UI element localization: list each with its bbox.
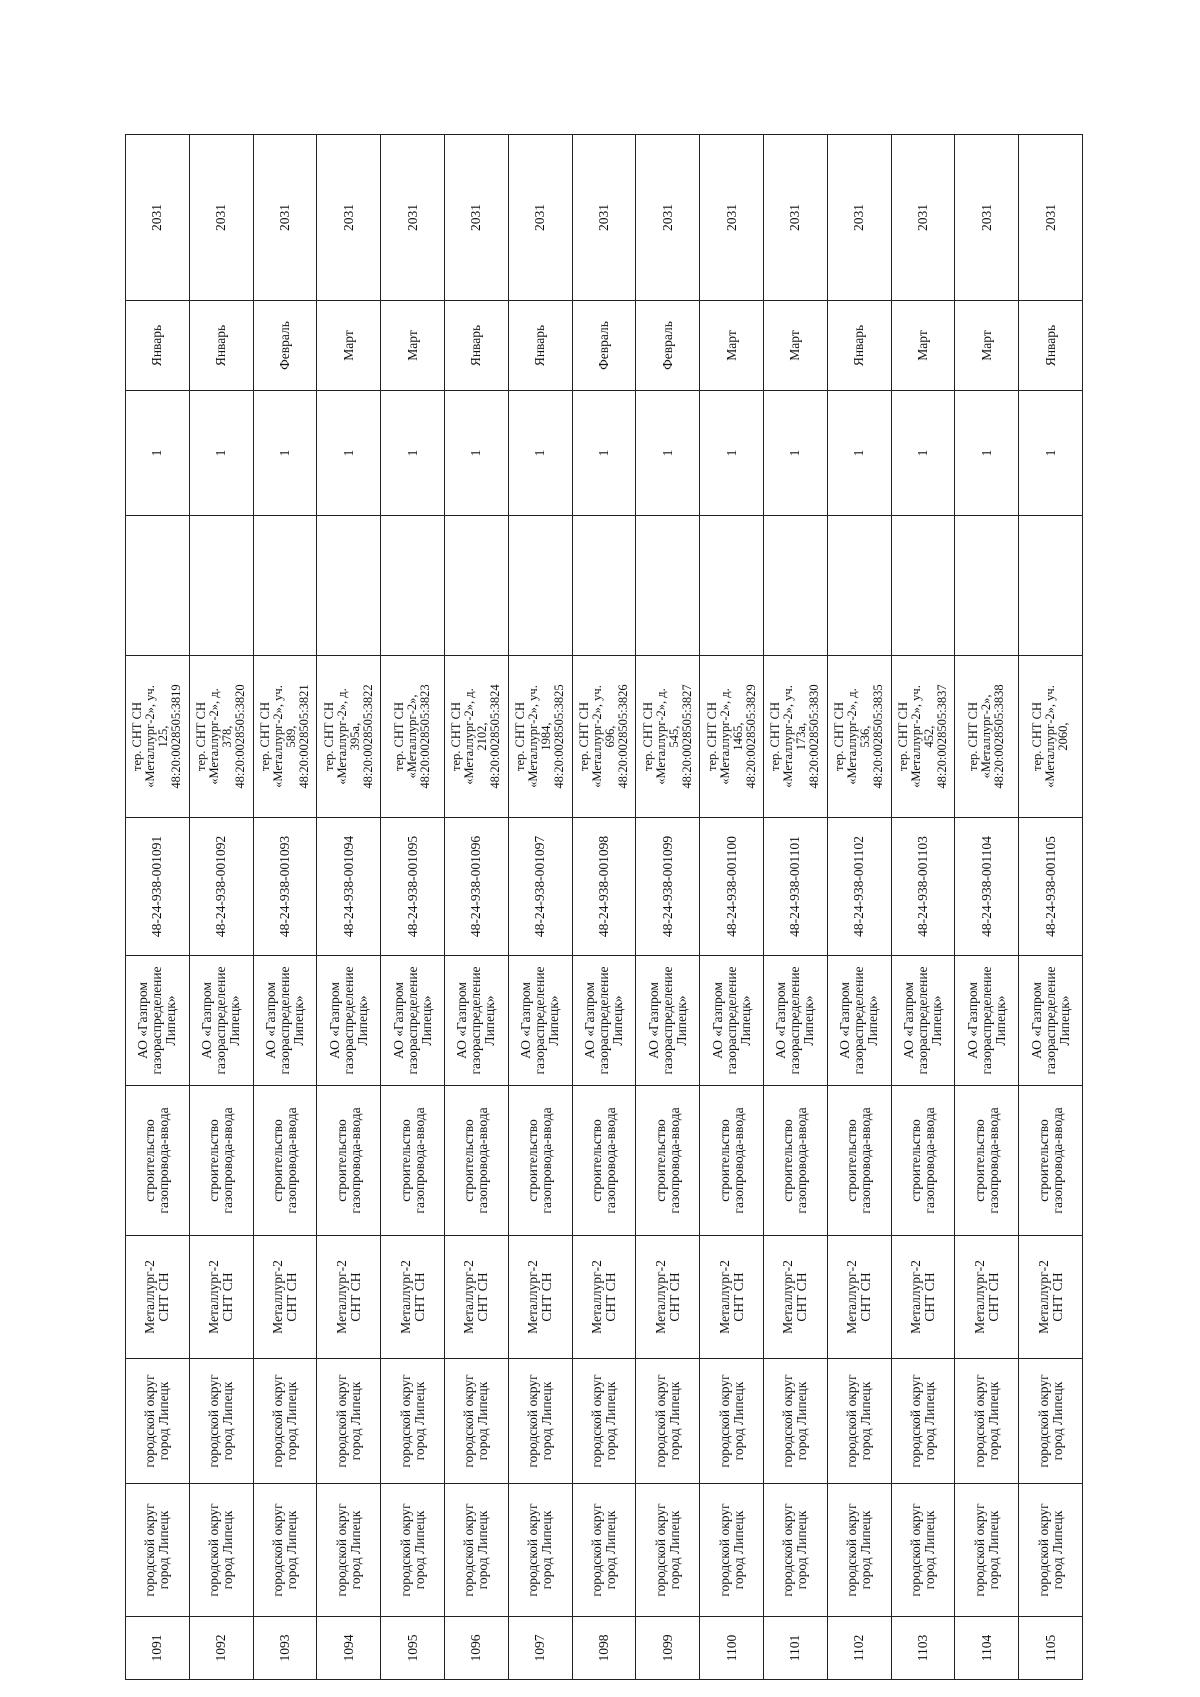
settlement-cell: городской округ город Липецк <box>381 1359 445 1484</box>
year-cell: 2031 <box>253 135 317 301</box>
empty-cell <box>317 516 381 656</box>
row-number: 1102 <box>827 1617 891 1680</box>
year-cell: 2031 <box>381 135 445 301</box>
empty-cell <box>955 516 1019 656</box>
row-number: 1094 <box>317 1617 381 1680</box>
municipal-district-cell: городской округ город Липецк <box>444 1484 508 1617</box>
quantity-cell: 1 <box>126 391 190 516</box>
year-cell: 2031 <box>891 135 955 301</box>
empty-cell <box>381 516 445 656</box>
settlement-cell: городской округ город Липецк <box>763 1359 827 1484</box>
settlement-cell: городской округ город Липецк <box>444 1359 508 1484</box>
object-code-cell: 48-24-938-001096 <box>444 818 508 956</box>
gas-distribution-org-cell: АО «Газпром газораспределение Липецк» <box>126 956 190 1086</box>
table-row <box>891 135 955 1680</box>
municipal-district-cell: городской округ город Липецк <box>189 1484 253 1617</box>
address-cell: тер. СНТ СН «Металлург-2», уч. 1984, 48:20:0028505:3825 <box>508 656 572 818</box>
object-code-cell: 48-24-938-001097 <box>508 818 572 956</box>
month-cell: Март <box>763 301 827 391</box>
settlement-cell: городской округ город Липецк <box>955 1359 1019 1484</box>
locality-cell: Металлург-2 СНТ СН <box>317 1236 381 1359</box>
quantity-cell: 1 <box>891 391 955 516</box>
month-cell: Февраль <box>253 301 317 391</box>
month-cell: Январь <box>508 301 572 391</box>
work-type-cell: строительство газопровода-ввода <box>189 1086 253 1236</box>
locality-cell: Металлург-2 СНТ СН <box>508 1236 572 1359</box>
gas-distribution-org-cell: АО «Газпром газораспределение Липецк» <box>700 956 764 1086</box>
table-row <box>572 135 636 1680</box>
year-cell: 2031 <box>827 135 891 301</box>
quantity-cell: 1 <box>253 391 317 516</box>
address-cell: тер. СНТ СН «Металлург-2», уч. 125, 48:20:0028505:3819 <box>126 656 190 818</box>
table-row <box>381 135 445 1680</box>
row-number: 1104 <box>955 1617 1019 1680</box>
address-cell: тер. СНТ СН «Металлург-2», д. 378, 48:20:0028505:3820 <box>189 656 253 818</box>
object-code-cell: 48-24-938-001101 <box>763 818 827 956</box>
address-cell: тер. СНТ СН «Металлург-2», д. 2102, 48:20:0028505:3824 <box>444 656 508 818</box>
locality-cell: Металлург-2 СНТ СН <box>763 1236 827 1359</box>
address-cell: тер. СНТ СН «Металлург-2», уч. 589, 48:20:0028505:3821 <box>253 656 317 818</box>
quantity-cell: 1 <box>381 391 445 516</box>
object-code-cell: 48-24-938-001098 <box>572 818 636 956</box>
gas-distribution-org-cell: АО «Газпром газораспределение Липецк» <box>317 956 381 1086</box>
table-row <box>955 135 1019 1680</box>
rotated-table-container <box>125 135 1083 1680</box>
gas-distribution-org-cell: АО «Газпром газораспределение Липецк» <box>572 956 636 1086</box>
address-cell: тер. СНТ СН «Металлург-2», 48:20:0028505:3823 <box>381 656 445 818</box>
locality-cell: Металлург-2 СНТ СН <box>444 1236 508 1359</box>
locality-cell: Металлург-2 СНТ СН <box>189 1236 253 1359</box>
municipal-district-cell: городской округ город Липецк <box>891 1484 955 1617</box>
year-cell: 2031 <box>636 135 700 301</box>
work-type-cell: строительство газопровода-ввода <box>700 1086 764 1236</box>
address-cell: тер. СНТ СН «Металлург-2», уч. 696, 48:20:0028505:3826 <box>572 656 636 818</box>
object-code-cell: 48-24-938-001093 <box>253 818 317 956</box>
address-cell: тер. СНТ СН «Металлург-2», д. 536, 48:20:0028505:3835 <box>827 656 891 818</box>
empty-cell <box>572 516 636 656</box>
object-code-cell: 48-24-938-001092 <box>189 818 253 956</box>
work-type-cell: строительство газопровода-ввода <box>126 1086 190 1236</box>
table-row <box>444 135 508 1680</box>
municipal-district-cell: городской округ город Липецк <box>317 1484 381 1617</box>
quantity-cell: 1 <box>572 391 636 516</box>
gas-distribution-org-cell: АО «Газпром газораспределение Липецк» <box>955 956 1019 1086</box>
row-number: 1103 <box>891 1617 955 1680</box>
empty-cell <box>700 516 764 656</box>
table-row <box>508 135 572 1680</box>
row-number: 1091 <box>126 1617 190 1680</box>
quantity-cell: 1 <box>1019 391 1083 516</box>
quantity-cell: 1 <box>317 391 381 516</box>
settlement-cell: городской округ город Липецк <box>572 1359 636 1484</box>
empty-cell <box>253 516 317 656</box>
locality-cell: Металлург-2 СНТ СН <box>253 1236 317 1359</box>
locality-cell: Металлург-2 СНТ СН <box>891 1236 955 1359</box>
empty-cell <box>827 516 891 656</box>
row-number: 1097 <box>508 1617 572 1680</box>
row-number: 1098 <box>572 1617 636 1680</box>
gas-distribution-org-cell: АО «Газпром газораспределение Липецк» <box>891 956 955 1086</box>
object-code-cell: 48-24-938-001099 <box>636 818 700 956</box>
quantity-cell: 1 <box>763 391 827 516</box>
gas-distribution-org-cell: АО «Газпром газораспределение Липецк» <box>253 956 317 1086</box>
year-cell: 2031 <box>763 135 827 301</box>
work-type-cell: строительство газопровода-ввода <box>508 1086 572 1236</box>
work-type-cell: строительство газопровода-ввода <box>891 1086 955 1236</box>
municipal-district-cell: городской округ город Липецк <box>827 1484 891 1617</box>
settlement-cell: городской округ город Липецк <box>827 1359 891 1484</box>
locality-cell: Металлург-2 СНТ СН <box>700 1236 764 1359</box>
gas-distribution-org-cell: АО «Газпром газораспределение Липецк» <box>444 956 508 1086</box>
address-cell: тер. СНТ СН «Металлург-2», уч. 2060, <box>1019 656 1083 818</box>
settlement-cell: городской округ город Липецк <box>126 1359 190 1484</box>
month-cell: Март <box>317 301 381 391</box>
work-type-cell: строительство газопровода-ввода <box>636 1086 700 1236</box>
locality-cell: Металлург-2 СНТ СН <box>955 1236 1019 1359</box>
settlement-cell: городской округ город Липецк <box>189 1359 253 1484</box>
work-type-cell: строительство газопровода-ввода <box>381 1086 445 1236</box>
month-cell: Февраль <box>572 301 636 391</box>
table-row <box>700 135 764 1680</box>
month-cell: Январь <box>126 301 190 391</box>
municipal-district-cell: городской округ город Липецк <box>763 1484 827 1617</box>
settlement-cell: городской округ город Липецк <box>636 1359 700 1484</box>
year-cell: 2031 <box>572 135 636 301</box>
quantity-cell: 1 <box>636 391 700 516</box>
locality-cell: Металлург-2 СНТ СН <box>1019 1236 1083 1359</box>
year-cell: 2031 <box>126 135 190 301</box>
municipal-district-cell: городской округ город Липецк <box>381 1484 445 1617</box>
month-cell: Январь <box>1019 301 1083 391</box>
municipal-district-cell: городской округ город Липецк <box>126 1484 190 1617</box>
settlement-cell: городской округ город Липецк <box>508 1359 572 1484</box>
gas-distribution-org-cell: АО «Газпром газораспределение Липецк» <box>1019 956 1083 1086</box>
locality-cell: Металлург-2 СНТ СН <box>636 1236 700 1359</box>
settlement-cell: городской округ город Липецк <box>253 1359 317 1484</box>
work-type-cell: строительство газопровода-ввода <box>955 1086 1019 1236</box>
row-number: 1096 <box>444 1617 508 1680</box>
address-cell: тер. СНТ СН «Металлург-2», уч. 452, 48:20:0028505:3837 <box>891 656 955 818</box>
work-type-cell: строительство газопровода-ввода <box>1019 1086 1083 1236</box>
month-cell: Январь <box>444 301 508 391</box>
empty-cell <box>444 516 508 656</box>
empty-cell <box>126 516 190 656</box>
object-code-cell: 48-24-938-001094 <box>317 818 381 956</box>
municipal-district-cell: городской округ город Липецк <box>1019 1484 1083 1617</box>
municipal-district-cell: городской округ город Липецк <box>508 1484 572 1617</box>
quantity-cell: 1 <box>700 391 764 516</box>
month-cell: Январь <box>189 301 253 391</box>
gas-distribution-org-cell: АО «Газпром газораспределение Липецк» <box>827 956 891 1086</box>
quantity-cell: 1 <box>955 391 1019 516</box>
address-cell: тер. СНТ СН «Металлург-2», д. 545, 48:20:0028505:3827 <box>636 656 700 818</box>
locality-cell: Металлург-2 СНТ СН <box>381 1236 445 1359</box>
year-cell: 2031 <box>955 135 1019 301</box>
settlement-cell: городской округ город Липецк <box>700 1359 764 1484</box>
work-type-cell: строительство газопровода-ввода <box>763 1086 827 1236</box>
table-row <box>1019 135 1083 1680</box>
locality-cell: Металлург-2 СНТ СН <box>827 1236 891 1359</box>
table-row <box>126 135 190 1680</box>
object-code-cell: 48-24-938-001091 <box>126 818 190 956</box>
gas-distribution-org-cell: АО «Газпром газораспределение Липецк» <box>508 956 572 1086</box>
municipal-district-cell: городской округ город Липецк <box>700 1484 764 1617</box>
year-cell: 2031 <box>1019 135 1083 301</box>
row-number: 1099 <box>636 1617 700 1680</box>
table-row <box>253 135 317 1680</box>
municipal-district-cell: городской округ город Липецк <box>955 1484 1019 1617</box>
settlement-cell: городской округ город Липецк <box>891 1359 955 1484</box>
quantity-cell: 1 <box>508 391 572 516</box>
address-cell: тер. СНТ СН «Металлург-2», 48:20:0028505:3838 <box>955 656 1019 818</box>
municipal-district-cell: городской округ город Липецк <box>253 1484 317 1617</box>
table-row <box>189 135 253 1680</box>
object-code-cell: 48-24-938-001104 <box>955 818 1019 956</box>
empty-cell <box>891 516 955 656</box>
row-number: 1105 <box>1019 1617 1083 1680</box>
row-number: 1101 <box>763 1617 827 1680</box>
work-type-cell: строительство газопровода-ввода <box>572 1086 636 1236</box>
work-type-cell: строительство газопровода-ввода <box>253 1086 317 1236</box>
work-type-cell: строительство газопровода-ввода <box>444 1086 508 1236</box>
work-type-cell: строительство газопровода-ввода <box>317 1086 381 1236</box>
month-cell: Март <box>891 301 955 391</box>
year-cell: 2031 <box>317 135 381 301</box>
month-cell: Март <box>381 301 445 391</box>
empty-cell <box>763 516 827 656</box>
quantity-cell: 1 <box>444 391 508 516</box>
object-code-cell: 48-24-938-001095 <box>381 818 445 956</box>
gas-distribution-org-cell: АО «Газпром газораспределение Липецк» <box>636 956 700 1086</box>
table-row <box>763 135 827 1680</box>
gas-distribution-org-cell: АО «Газпром газораспределение Липецк» <box>189 956 253 1086</box>
row-number: 1095 <box>381 1617 445 1680</box>
year-cell: 2031 <box>444 135 508 301</box>
year-cell: 2031 <box>700 135 764 301</box>
gasification-schedule-table <box>125 134 1083 1680</box>
table-row <box>317 135 381 1680</box>
row-number: 1100 <box>700 1617 764 1680</box>
table-row <box>636 135 700 1680</box>
quantity-cell: 1 <box>189 391 253 516</box>
month-cell: Март <box>700 301 764 391</box>
quantity-cell: 1 <box>827 391 891 516</box>
empty-cell <box>508 516 572 656</box>
settlement-cell: городской округ город Липецк <box>317 1359 381 1484</box>
year-cell: 2031 <box>189 135 253 301</box>
object-code-cell: 48-24-938-001105 <box>1019 818 1083 956</box>
empty-cell <box>189 516 253 656</box>
month-cell: Март <box>955 301 1019 391</box>
address-cell: тер. СНТ СН «Металлург-2», д. 1465, 48:20:0028505:3829 <box>700 656 764 818</box>
month-cell: Январь <box>827 301 891 391</box>
row-number: 1093 <box>253 1617 317 1680</box>
month-cell: Февраль <box>636 301 700 391</box>
year-cell: 2031 <box>508 135 572 301</box>
empty-cell <box>1019 516 1083 656</box>
address-cell: тер. СНТ СН «Металлург-2», д. 395а, 48:20:0028505:3822 <box>317 656 381 818</box>
municipal-district-cell: городской округ город Липецк <box>636 1484 700 1617</box>
work-type-cell: строительство газопровода-ввода <box>827 1086 891 1236</box>
municipal-district-cell: городской округ город Липецк <box>572 1484 636 1617</box>
address-cell: тер. СНТ СН «Металлург-2», уч. 173а, 48:20:0028505:3830 <box>763 656 827 818</box>
empty-cell <box>636 516 700 656</box>
gas-distribution-org-cell: АО «Газпром газораспределение Липецк» <box>763 956 827 1086</box>
gas-distribution-org-cell: АО «Газпром газораспределение Липецк» <box>381 956 445 1086</box>
row-number: 1092 <box>189 1617 253 1680</box>
object-code-cell: 48-24-938-001100 <box>700 818 764 956</box>
locality-cell: Металлург-2 СНТ СН <box>572 1236 636 1359</box>
settlement-cell: городской округ город Липецк <box>1019 1359 1083 1484</box>
object-code-cell: 48-24-938-001103 <box>891 818 955 956</box>
locality-cell: Металлург-2 СНТ СН <box>126 1236 190 1359</box>
table-row <box>827 135 891 1680</box>
object-code-cell: 48-24-938-001102 <box>827 818 891 956</box>
